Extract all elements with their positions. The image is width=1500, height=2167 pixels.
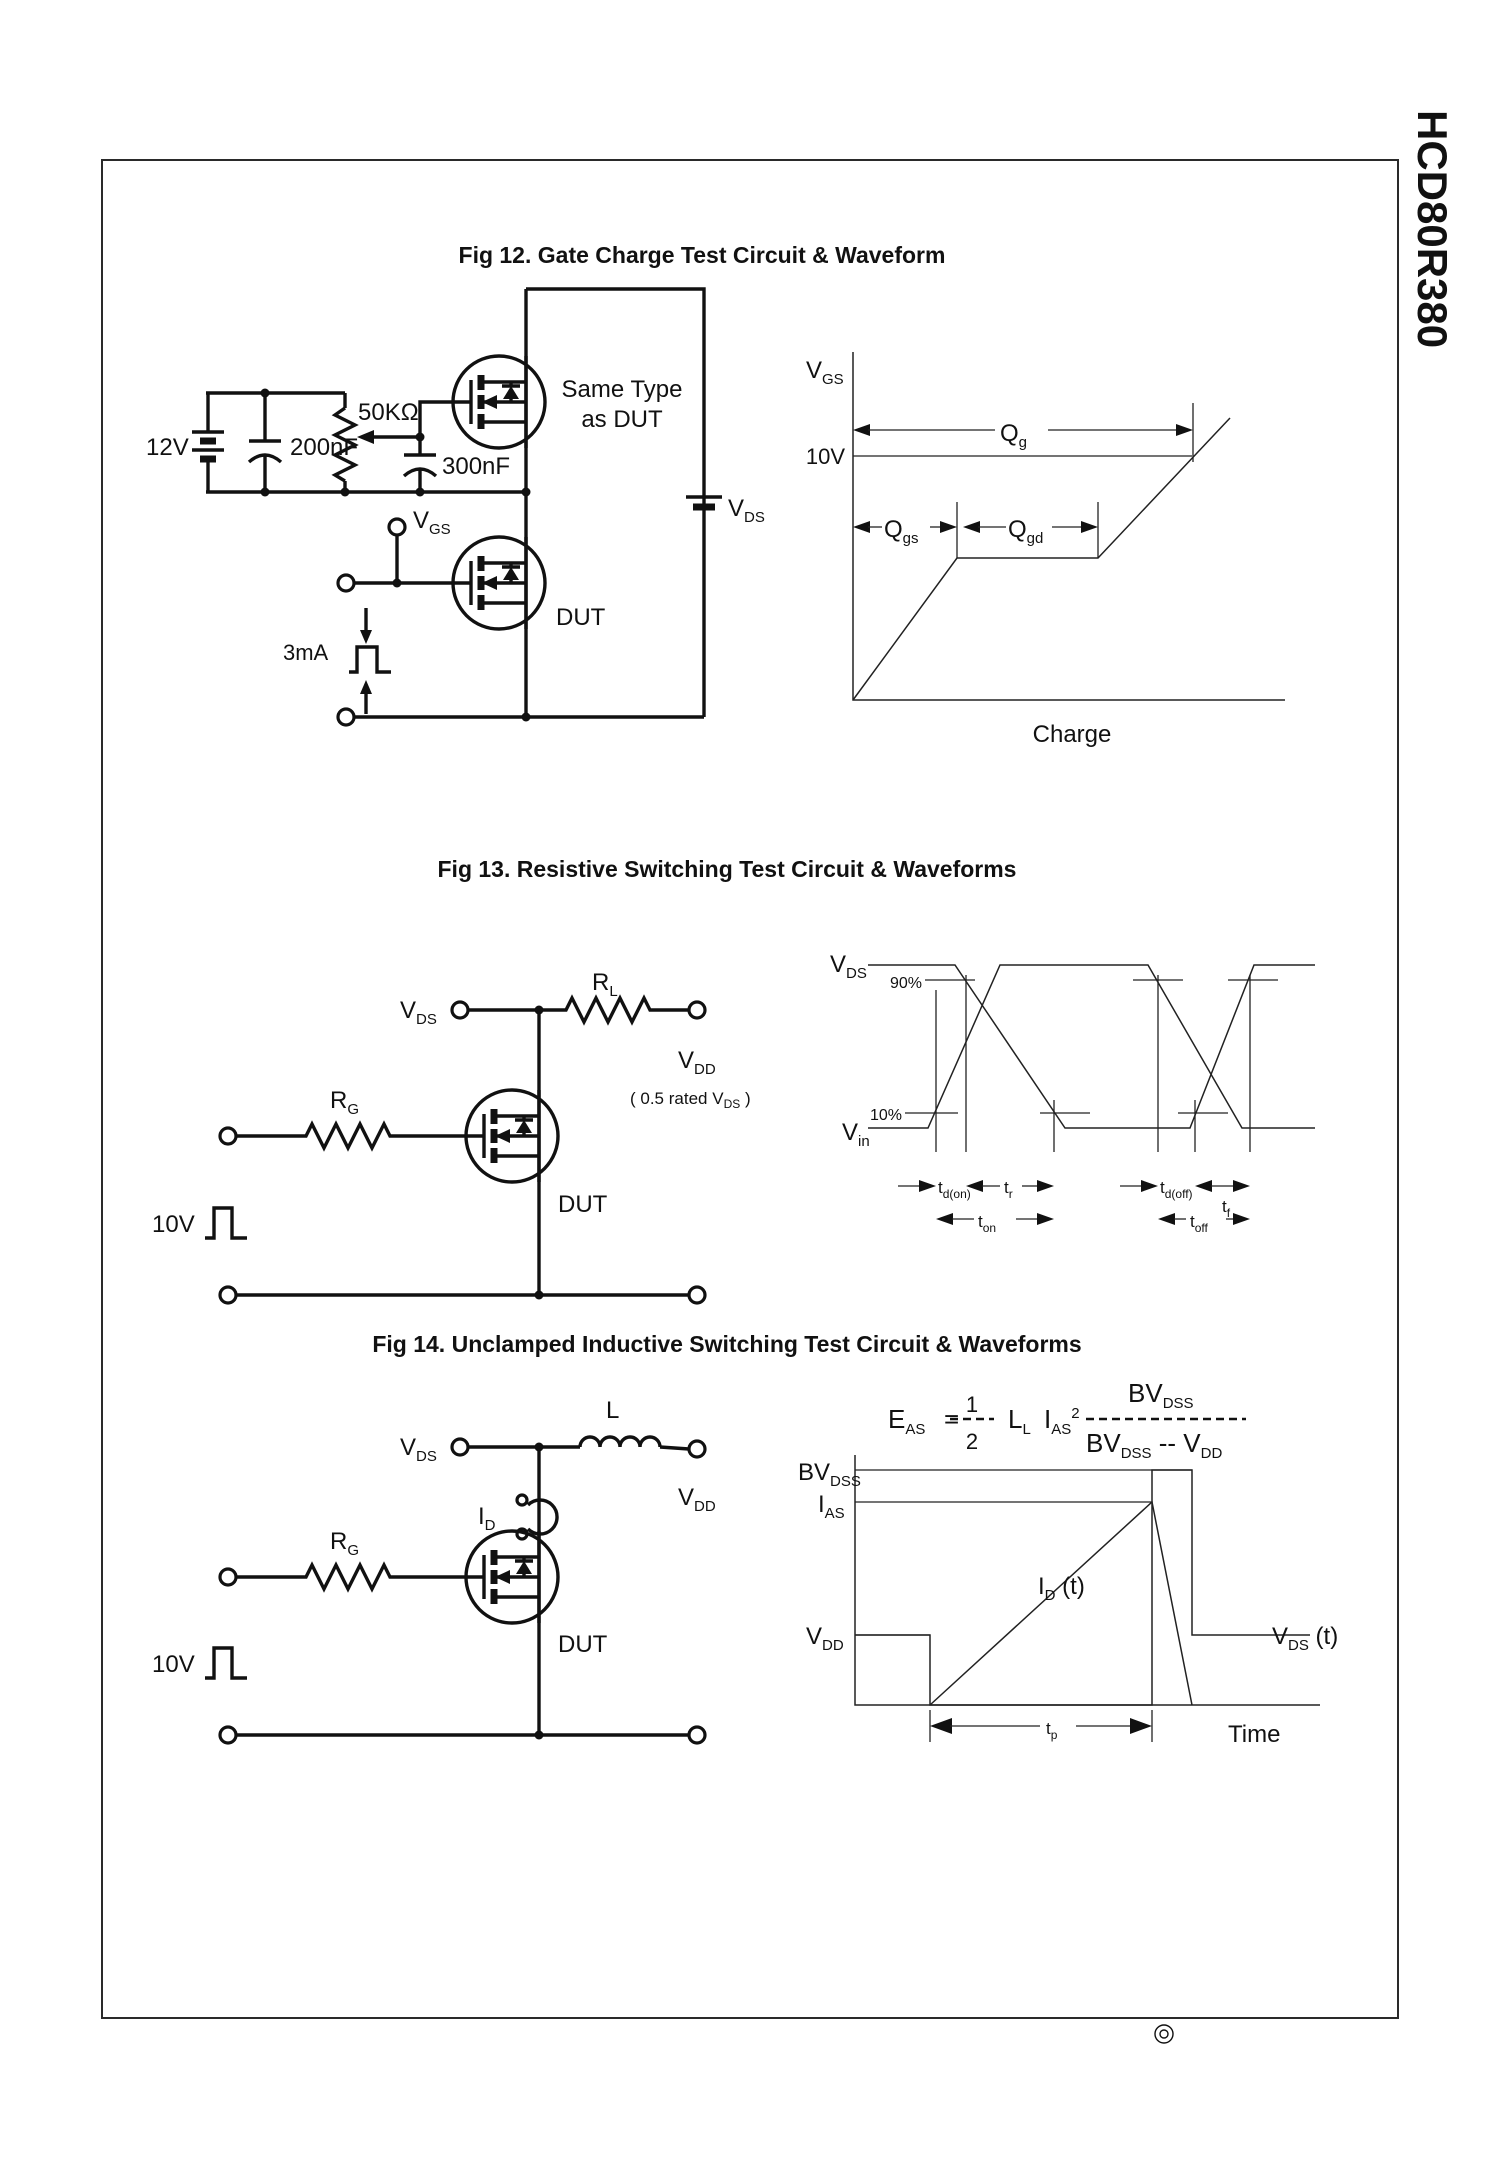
same-type-label-2: as DUT (581, 406, 663, 433)
fig14-vdd-terminal (689, 1441, 705, 1457)
fraction-numerator: $BV_{DSS}$ (1128, 1378, 1194, 1412)
fig12-vgs-label: $V_{GS}$ (413, 507, 451, 538)
fig14-vds-label: $V_{DS}$ (400, 1434, 437, 1465)
fig14-gnd-left-terminal (220, 1727, 236, 1743)
half-numerator: 1 (965, 1392, 979, 1417)
fig14-vds-terminal (452, 1439, 468, 1455)
fig14-title: Fig 14. Unclamped Inductive Switching Test Circuit & Waveforms (372, 1331, 1082, 1357)
vds-t-label: $V_{DS}$ (t) (1272, 1623, 1339, 1654)
fig12-title: Fig 12. Gate Charge Test Circuit & Waveform (458, 242, 946, 268)
resistor-rg-fig14 (300, 1565, 484, 1589)
tp-dimension (930, 1710, 1152, 1742)
time-axis-label: Time (1228, 1721, 1281, 1748)
vds-trace (868, 965, 1315, 1128)
gate-input-terminal (338, 575, 354, 591)
charge-axis-label: Charge (1032, 721, 1112, 748)
fig13-wave-vds-label: $V_{DS}$ (830, 951, 867, 982)
battery-12v (192, 393, 224, 492)
fig13-gnd-left-terminal (220, 1287, 236, 1303)
ton-label: $t_{on}$ (978, 1212, 997, 1235)
fig13-vdd-label: $V_{DD}$ (678, 1047, 716, 1078)
qg-label: $Q_g$ (1000, 420, 1028, 451)
fig13-pulse-10v-label: 10V (152, 1211, 195, 1238)
level-10pct-label: 10% (869, 1107, 902, 1124)
cap-300nf-label: 300nF (442, 453, 511, 480)
eas-equation (888, 1378, 1246, 1462)
part-number: HCD80R380 (1409, 110, 1456, 349)
fig13-dut-label: DUT (558, 1191, 608, 1218)
fig12-waveform (806, 352, 1285, 748)
vgs-charge-curve (853, 418, 1230, 700)
fig13-wave-vin-label: $V_{in}$ (842, 1119, 870, 1150)
fig13-gnd-right-terminal (689, 1287, 705, 1303)
fig14-gnd-right-terminal (689, 1727, 705, 1743)
ias-squared-term: $I_{AS}^2$ (1044, 1404, 1080, 1438)
toff-label: $t_{off}$ (1190, 1212, 1208, 1235)
td-off-label: $t_{d(off)}$ (1160, 1178, 1193, 1201)
fig13-gate-terminal (220, 1128, 236, 1144)
fig13-rg-label: $R_G$ (330, 1087, 360, 1118)
fig13-title: Fig 13. Resistive Switching Test Circuit & Waveforms (437, 856, 1017, 882)
td-on-label: $t_{d(on)}$ (938, 1178, 971, 1201)
tp-label: $t_p$ (1046, 1719, 1058, 1742)
fig12-axes (853, 352, 1285, 700)
current-source-3ma (349, 608, 391, 714)
qg-dimension (853, 403, 1193, 462)
eas-term: $E_{AS}$ (888, 1404, 926, 1438)
fig14-axes (855, 1455, 1320, 1705)
resistor-rg-fig13 (300, 1124, 484, 1148)
td-off-dimension (1120, 1180, 1158, 1192)
fig13-vdd-terminal (689, 1002, 705, 1018)
vdd-level-label: $V_{DD}$ (806, 1623, 844, 1654)
id-t-label: $I_D$ (t) (1038, 1573, 1085, 1604)
fig12-bottom-terminal (338, 709, 354, 725)
current-3ma-label: 3mA (283, 640, 329, 665)
half-denominator: 2 (965, 1429, 979, 1454)
inductor-l (580, 1437, 660, 1447)
cap-200nf-label: 200nF (290, 434, 359, 461)
qgs-label: $Q_{gs}$ (884, 516, 919, 547)
fig13-circuit (152, 969, 751, 1303)
fig14-waveform (798, 1455, 1338, 1748)
resistor-rl (560, 998, 660, 1022)
fig13-vds-terminal (452, 1002, 468, 1018)
gate-pulse-icon (205, 1208, 247, 1238)
tf-dimension (1195, 1180, 1250, 1192)
vgs-terminal (389, 519, 405, 535)
fig12-circuit (146, 289, 765, 725)
equals-sign: = (944, 1404, 960, 1434)
fig13-vdd-note: ( 0.5 rated $V_{DS}$ ) (630, 1089, 751, 1111)
fig13-waveform (830, 951, 1315, 1235)
td-on-dimension (898, 1180, 936, 1192)
fig14-gate-pulse-icon (205, 1648, 247, 1678)
tf-label: $t_f$ (1222, 1197, 1231, 1220)
fraction-denominator: $BV_{DSS} -- V_{DD}$ (1086, 1428, 1223, 1462)
fig14-gate-terminal (220, 1569, 236, 1585)
fig12-vds-label: $V_{DS}$ (728, 495, 765, 526)
fig12-loop-wire (526, 289, 704, 717)
fig14-dut-label: DUT (558, 1631, 608, 1658)
fig14-circuit (152, 1397, 716, 1743)
fig14-pulse-10v-label: 10V (152, 1651, 195, 1678)
fig14-vdd-label: $V_{DD}$ (678, 1484, 716, 1515)
tr-label: $t_r$ (1004, 1178, 1013, 1201)
id-label: $I_D$ (478, 1503, 496, 1534)
fig14-rg-label: $R_G$ (330, 1528, 360, 1559)
capacitor-300nf (404, 437, 436, 497)
rl-label: $R_L$ (592, 969, 618, 1000)
supply-12v-label: 12V (146, 434, 189, 461)
vin-trace (868, 965, 1315, 1128)
pot-50k-label: 50KΩ (358, 399, 419, 426)
fig12-wave-yaxis-label: $V_{GS}$ (806, 357, 844, 388)
level-90pct-label: 90% (889, 975, 922, 992)
fig13-vds-label: $V_{DS}$ (400, 997, 437, 1028)
ias-level-label: $I_{AS}$ (818, 1491, 845, 1522)
fig12-dut-label: DUT (556, 604, 606, 631)
bvdss-label: $BV_{DSS}$ (798, 1459, 861, 1490)
capacitor-200nf (249, 389, 281, 497)
qgd-label: $Q_{gd}$ (1008, 516, 1044, 547)
registered-mark-icon (1155, 2025, 1173, 2043)
ll-term: $L_L$ (1008, 1404, 1031, 1438)
same-type-label-1: Same Type (561, 376, 683, 403)
l-label: L (606, 1397, 620, 1424)
level-10v-label: 10V (805, 444, 845, 469)
